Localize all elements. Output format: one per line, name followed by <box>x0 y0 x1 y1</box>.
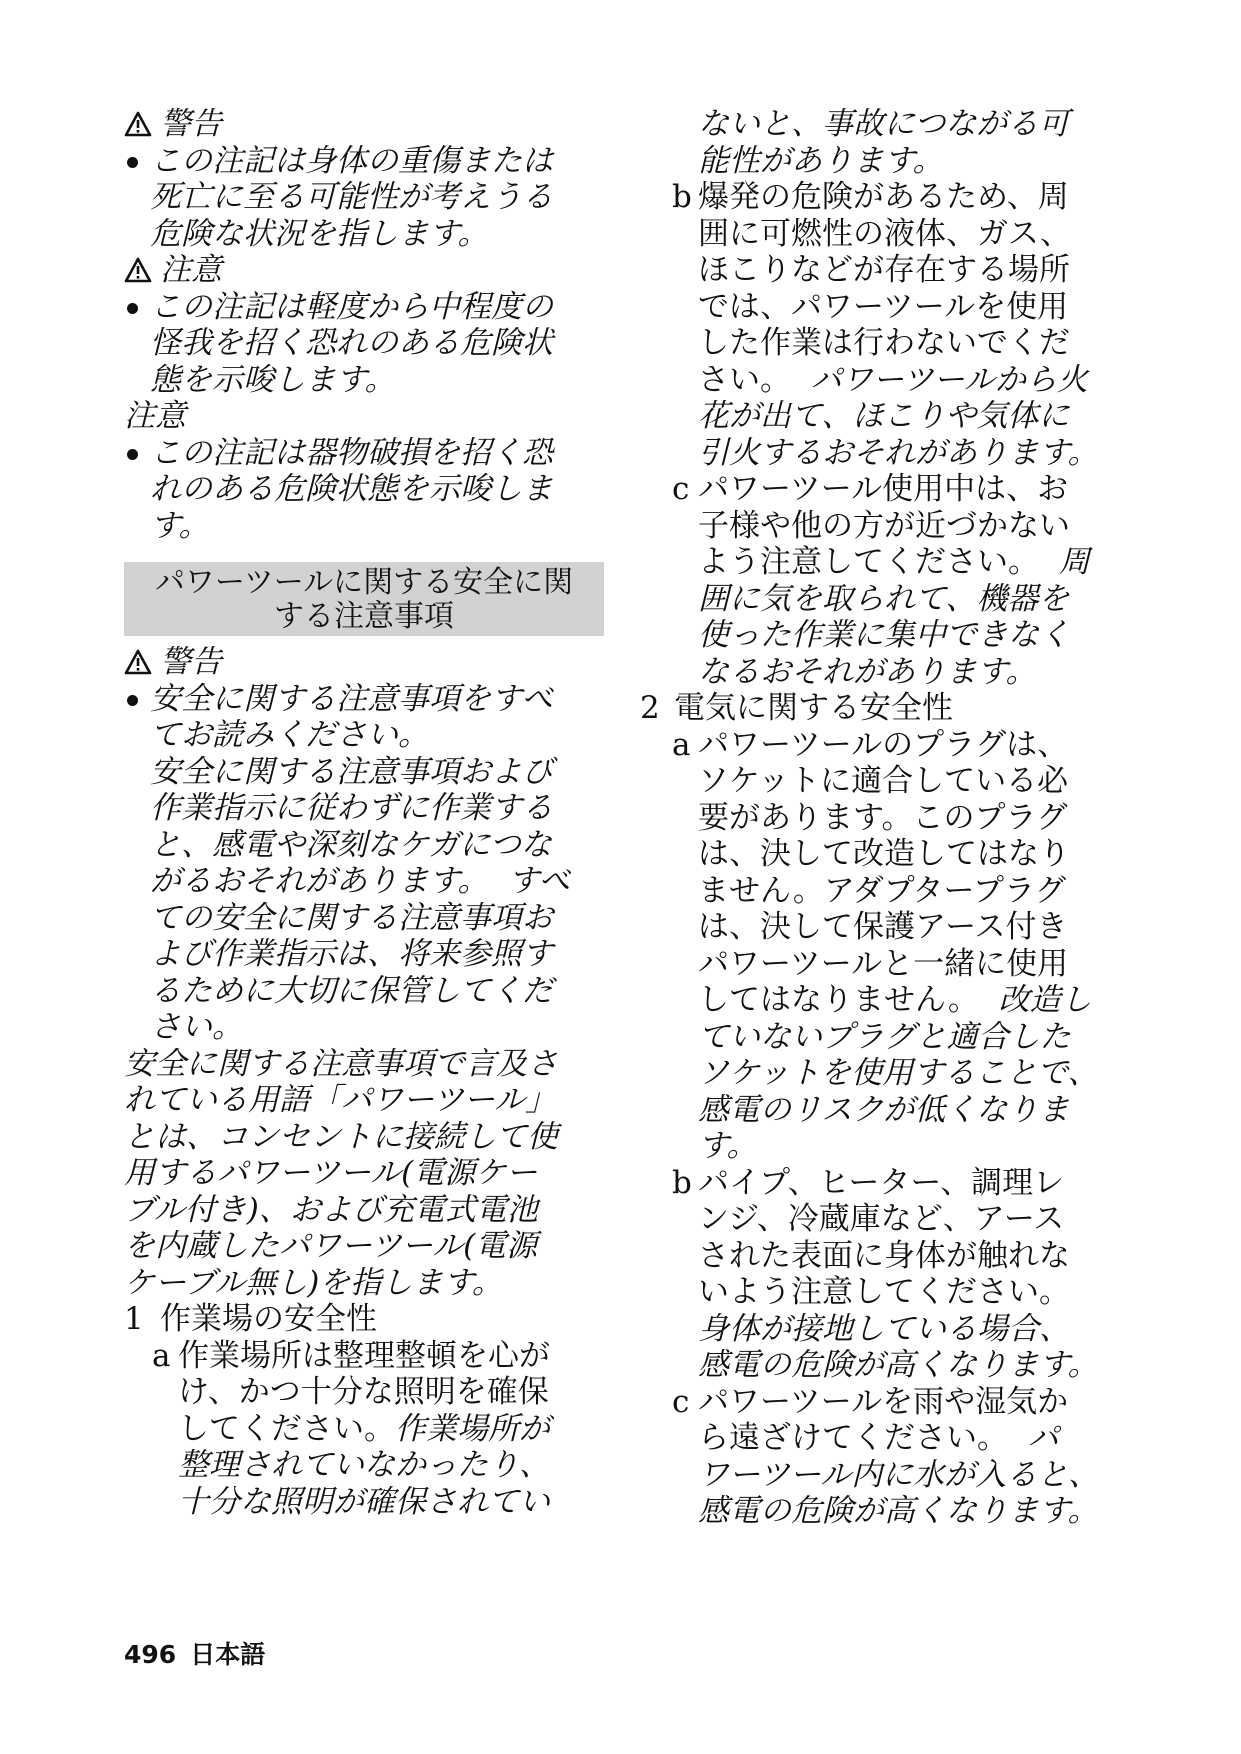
item-letter: c <box>672 1383 690 1420</box>
section-heading <box>124 562 604 636</box>
bullet-line: この注記は身体の重傷または <box>124 143 604 180</box>
bullet-line: この注記は軽度から中程度の <box>124 289 604 326</box>
text-line <box>640 982 1120 1019</box>
text-line: 危険な状況を指します。 <box>150 215 489 252</box>
text-line: ないと、事故につながる可 <box>698 106 1070 142</box>
text-line: す。 <box>698 1128 758 1164</box>
bullet-line: 安全に関する注意事項をすべ <box>124 681 604 718</box>
text-line: ソケットに適合している必 <box>698 763 1069 799</box>
text-span: すべ <box>508 863 570 899</box>
item-letter: a <box>152 1337 171 1374</box>
text-line: 用するパワーツール(電源ケー <box>124 1155 538 1191</box>
text-line: 安全に関する注意事項で言及さ <box>124 1045 558 1082</box>
warning-signal-2 <box>124 644 604 681</box>
text-span: 作業場所が <box>395 1410 550 1447</box>
item-line <box>640 471 1120 508</box>
left-column <box>124 106 604 1520</box>
page-number: 496 <box>124 1640 177 1669</box>
text-line: 囲に気を取られて、機器を <box>698 580 1070 617</box>
text-line: なるおそれがあります。 <box>698 653 1037 690</box>
text-line: 怪我を招く恐れのある危険状 <box>150 325 553 361</box>
caution-signal <box>124 252 604 289</box>
text-line: るために大切に保管してくだ <box>150 972 553 1009</box>
item-line <box>640 1384 1120 1421</box>
text-line: け、かつ十分な照明を確保 <box>178 1374 549 1410</box>
text-line: いよう注意してください。 <box>698 1274 1070 1310</box>
warning-label: 警告 <box>160 644 222 680</box>
text-line: ほこりなどが存在する場所 <box>698 252 1070 288</box>
text-span: パワーツールのプラグは、 <box>698 726 1069 763</box>
text-span: パワーツールから火 <box>810 361 1088 398</box>
item-letter: a <box>672 726 691 763</box>
section-number: 2 <box>640 690 660 726</box>
item-line <box>640 727 1120 764</box>
text-span: 改造し <box>998 982 1092 1018</box>
right-column <box>640 106 1120 1530</box>
text-span: さい。 <box>698 361 791 398</box>
text-line: れている用語「パワーツール」 <box>124 1082 557 1118</box>
text-line: ケーブル無し)を指します。 <box>124 1264 503 1301</box>
text-line: 死亡に至る可能性が考えうる <box>150 179 553 215</box>
text-line: 十分な照明が確保されてい <box>178 1483 550 1520</box>
item-line <box>124 1338 604 1375</box>
text-span: してはなりません。 <box>698 982 979 1018</box>
text-span: パイプ、ヒーター、調理レ <box>698 1164 1065 1201</box>
text-line: を内蔵したパワーツール(電源 <box>124 1228 538 1264</box>
text-line: さい。 <box>150 1009 243 1045</box>
text-line: ワーツール内に水が入ると、 <box>698 1456 1100 1493</box>
text-line: ていないプラグと適合した <box>698 1018 1071 1055</box>
text-line: れのある危険状態を示唆しま <box>150 471 553 507</box>
heading-line: パワーツールに関する安全に関 <box>154 565 574 600</box>
section-title: 作業場の安全性 <box>160 1301 377 1337</box>
text-line: ソケットを使用することで、 <box>698 1055 1099 1091</box>
text-line: 子様や他の方が近づかない <box>698 507 1070 544</box>
item-letter: b <box>672 179 692 215</box>
text-line: 使った作業に集中できなく <box>698 617 1070 653</box>
text-line <box>124 863 604 900</box>
warning-label: 警告 <box>160 106 222 142</box>
section-title: 電気に関する安全性 <box>674 690 953 726</box>
text-line: 要があります。このプラグ <box>698 799 1068 836</box>
section-number: 1 <box>124 1301 144 1337</box>
heading-line: する注意事項 <box>274 599 454 634</box>
text-line: 態を示唆します。 <box>150 361 396 398</box>
text-line <box>640 1420 1120 1457</box>
text-line <box>640 362 1120 399</box>
item-letter: b <box>672 1164 692 1201</box>
text-line <box>124 1411 604 1448</box>
text-span: パ <box>1027 1420 1059 1456</box>
text-line: よび作業指示は、将来参照す <box>150 936 553 972</box>
text-line: す。 <box>150 507 210 544</box>
warning-triangle-icon <box>124 649 152 675</box>
text-line: と、感電や深刻なケガにつな <box>150 826 552 863</box>
text-line: 身体が接地している場合、 <box>698 1310 1070 1347</box>
warning-triangle-icon <box>124 111 152 137</box>
text-span: 爆発の危険があるため、周 <box>698 179 1069 215</box>
text-line: 能性があります。 <box>698 142 944 179</box>
text-line: 整理されていなかったり、 <box>178 1447 550 1483</box>
text-span: パワーツール使用中は、お <box>698 471 1069 507</box>
text-line: パワーツールと一緒に使用 <box>698 945 1069 982</box>
text-line: ての安全に関する注意事項お <box>150 899 553 936</box>
text-line: は、決して保護アース付き <box>698 909 1068 945</box>
language-label: 日本語 <box>190 1640 266 1669</box>
text-span: ら遠ざけてください。 <box>698 1420 1008 1456</box>
bullet-line: この注記は器物破損を招く恐 <box>124 435 604 472</box>
item-line <box>640 179 1120 216</box>
text-span: してください。 <box>178 1410 395 1447</box>
text-span: パワーツールを雨や湿気か <box>698 1383 1069 1420</box>
section-1-title <box>124 1301 604 1338</box>
caution-label: 注意 <box>160 252 222 288</box>
text-line: 花が出て、ほこりや気体に <box>698 398 1070 434</box>
text-line: では、パワーツールを使用 <box>698 288 1069 325</box>
text-line: 安全に関する注意事項および <box>150 753 553 790</box>
text-line: した作業は行わないでくだ <box>698 325 1070 361</box>
text-line: ません。アダプタープラグ <box>698 872 1066 909</box>
text-line: 感電の危険が高くなります。 <box>698 1347 1099 1383</box>
text-line: 作業指示に従わずに作業する <box>150 790 553 826</box>
text-span: がるおそれがあります。 <box>150 863 489 899</box>
notice-label: 注意 <box>124 398 186 434</box>
text-line: とは、コンセントに接続して使 <box>124 1118 558 1155</box>
text-line: は、決して改造してはなり <box>698 836 1070 872</box>
text-line <box>640 544 1120 581</box>
item-line <box>640 1165 1120 1202</box>
warning-signal-1 <box>124 106 604 143</box>
text-span: よう注意してください。 <box>698 544 1039 580</box>
text-line: 引火するおそれがあります。 <box>698 434 1099 471</box>
text-span: 作業場所は整理整頓を心が <box>178 1337 550 1374</box>
text-line: ンジ、冷蔵庫など、アース <box>698 1201 1065 1237</box>
text-line: 囲に可燃性の液体、ガス、 <box>698 215 1071 252</box>
text-line: された表面に身体が触れな <box>698 1237 1070 1274</box>
page-footer <box>124 1640 265 1670</box>
item-letter: c <box>672 471 690 507</box>
text-line: 感電の危険が高くなります。 <box>698 1493 1099 1529</box>
text-span: 周 <box>1058 544 1090 580</box>
text-line: ブル付き)、および充電式電池 <box>124 1191 538 1228</box>
section-2-title <box>640 690 1120 727</box>
warning-triangle-icon <box>124 257 152 283</box>
text-line: 感電のリスクが低くなりま <box>698 1091 1070 1128</box>
text-line: てお読みください。 <box>150 717 429 753</box>
